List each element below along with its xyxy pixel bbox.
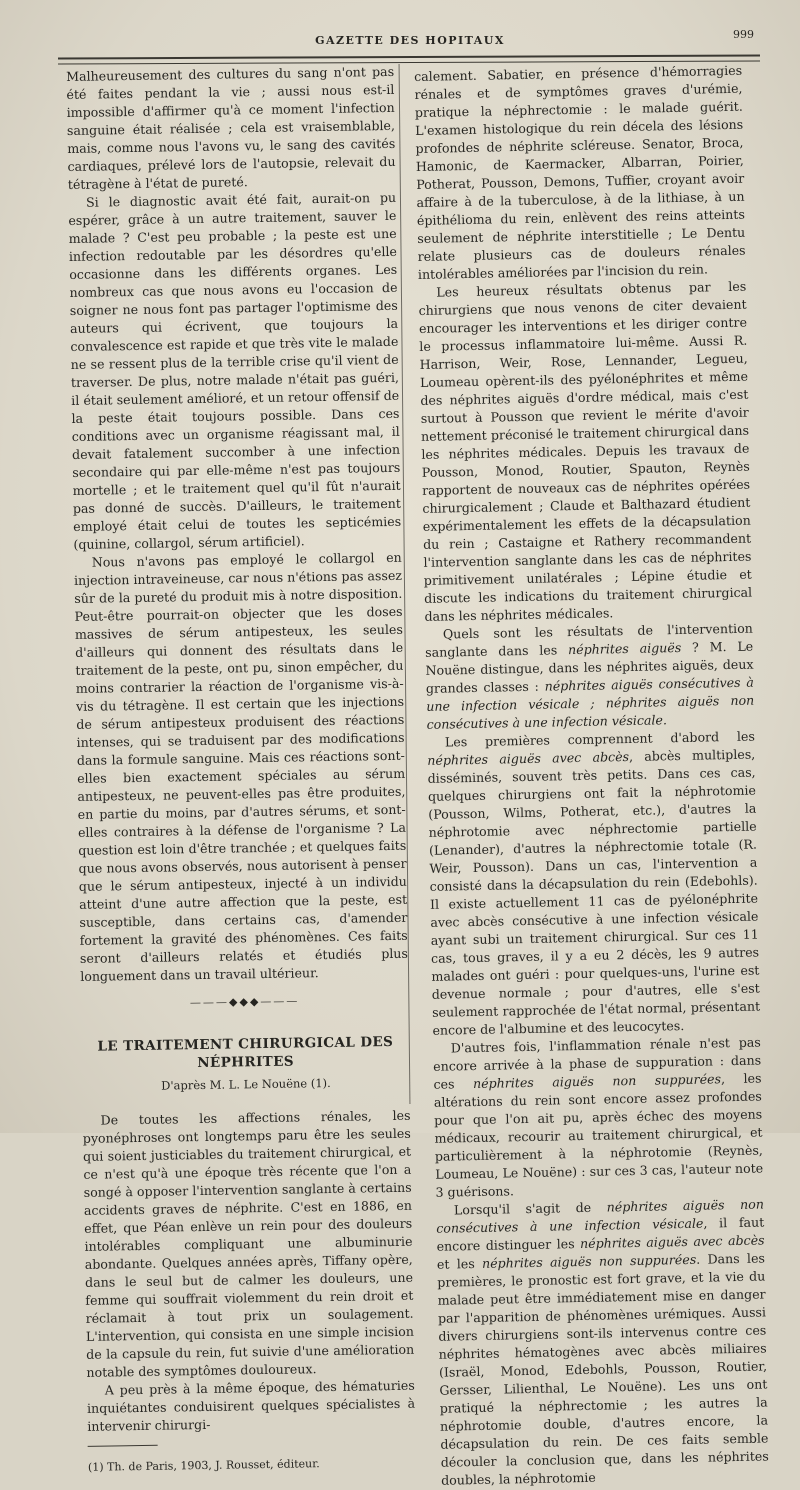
- paragraph: Si le diagnostic avait été fait, aurait-on pu espérer, grâce à un autre traitement, sauver le malade ? C'est peu probable ; la peste est une infection redoutable par les désordres qu'elle occasionne dans les différents organes. Les nombreux cas que nous avons eu l'occasion de soigner ne nous font pas partager l'optimisme des auteurs qui écrivent, que toujours la convalescence est rapide et que très vite le malade ne se ressent plus de la terrible crise qu'il vient de traverser. De plus, notre malade n'était pas guéri, il était seulement amélioré, et un retour offensif de la peste était toujours possible. Dans ces conditions avec un organisme réagissant mal, il devait fatalement succomber à une infection secondaire qui par elle-même n'est pas toujours mortelle ; et le traitement quel qu'il fût n'aurait pas donné de succès. D'ailleurs, le traitement employé était celui de toutes les septicémies (quinine, collargol, sérum artificiel).: [68, 189, 402, 552]
- text-run: Lorsqu'il s'agit de: [453, 1199, 607, 1218]
- right-column: [414, 62, 769, 1490]
- text-run: Quels sont les résultats de l'intervention sanglante dans les: [425, 620, 753, 660]
- paragraph: Malheureusement des cultures du sang n'ont pas été faites pendant la vie ; aussi nous est-il impossible d'affirmer qu'à ce moment l'infection sanguine était réalisée ; cela est vraisemblable, mais, comme nous l'avons vu, le sang des cavités cardiaques, prélevé lors de l'autopsie, relevait du tétragène à l'état de pureté.: [66, 63, 396, 192]
- text-run: , abcès multiples, disséminés, souvent très petits. Dans ces cas, quelques chirurgiens ont fait la néphrotomie (Pousson, Wilms, Potherat, etc.), d'autres la néphrotomie avec néphrectomie partielle (Lenander), d'autres la néphrectomie totale (R. Weir, Pousson). Dans un cas, l'intervention a consisté dans la décapsulation du rein (Edebohls). Il existe actuellement 11 cas de pyélonéphrite avec abcès consécutive à une infection vésicale ayant subi un traitement chirurgical. Sur ces 11 cas, tous graves, il y a eu 2 décès, les 9 autres malades ont guéri : pour quelques-uns, l'urine est devenue normale ; pour d'autres, elle s'est seulement rapprochée de l'état normal, présentant encore de l'albumine et des leucocytes.: [427, 746, 761, 1038]
- paragraph: [436, 1195, 769, 1489]
- paragraph: Nous n'avons pas employé le collargol en injection intraveineuse, car nous n'étions pas assez sûr de la pureté du produit mis à notre disposition. Peut-être pourrait-on objecter que les doses massives de sérum antipesteux, les seules d'ailleurs qui donnent des résultats dans le traitement de la peste, ont pu, sinon empêcher, du moins contrarier la réaction de l'organisme vis-à-vis du tétragène. Il est certain que les injections de sérum antipesteux produisent des réactions intenses, qui se traduisent par des modifications dans la formule sanguine. Mais ces réactions sont-elles bien exactement spéciales au sérum antipesteux, ne peuvent-elles pas être produites, en partie du moins, par d'autres sérums, et sont-elles contraires à la défense de l'organisme ? La question est loin d'être tranchée ; et quelques faits que nous avons observés, nous autorisent à penser que le sérum antipesteux, injecté à un individu atteint d'une autre affection que la peste, est susceptible, dans certains cas, d'amender fortement la gravité des phénomènes. Ces faits seront d'ailleurs relatés et étudiés plus longuement dans un travail ultérieur.: [73, 549, 409, 984]
- italic-term: néphrites aiguës non consécutives à une infection vésicale: [436, 1196, 765, 1236]
- italic-term: néphrites aiguës: [567, 639, 682, 658]
- italic-term: néphrites aiguës non suppurées: [472, 1071, 722, 1092]
- article-byline: D'après M. L. Le Nouëne (1).: [161, 1075, 331, 1093]
- paragraph: [433, 1034, 764, 1202]
- text-run: . Dans les premières, le pronostic est fort grave, et la vie du malade peut être immédiatement mise en danger par l'apparition de phénomènes urémiques. Aussi divers chirurgiens sont-ils intervenus contre ces néphrites hématogènes avec abcès miliaires (Israël, Monod, Edebohls, Pousson, Routier, Gersser, Lilienthal, Le Nouëne). Les uns ont pratiqué la néphrectomie ; les autres la néphrotomie double, d'autres encore, la décapsulation du rein. De ces faits semble découler la conclusion que, dans les néphrites doubles, la néphrotomie: [437, 1250, 769, 1488]
- paragraph: [427, 728, 761, 1040]
- footnote: (1) Th. de Paris, 1903, J. Rousset, éditeur.: [87, 1457, 320, 1474]
- section-ornament: ———◆◆◆———: [189, 994, 300, 1010]
- italic-term: néphrites aiguës non suppurées: [481, 1251, 697, 1271]
- text-run: , les altérations du rein sont encore assez profondes pour que l'on ait pu, après échec des moyens médicaux, recourir au traitement chirurgical, et particulièrement à la néphrotomie (Reynès, Loumeau, Le Nouëne) : sur ces 3 cas, l'auteur note 3 guérisons.: [433, 1070, 764, 1200]
- paragraph: De toutes les affections rénales, les pyonéphroses ont longtemps paru être les seules qui soient justiciables du traitement chirurgical, et ce n'est qu'à une époque très récente que l'on a songé à opposer l'intervention sanglante à certains accidents graves de néphrite. C'est en 1886, en effet, que Péan enlève un rein pour des douleurs intolérables compliquant une albuminurie abondante. Quelques années après, Tiffany opère, dans le seul but de calmer les douleurs, une femme qui souffrait violemment du rein droit et réclamait à tout prix un soulagement. L'intervention, qui consista en une simple incision de la capsule du rein, fut suivie d'une amélioration notable des symptômes douloureux.: [82, 1107, 415, 1380]
- text-run: et les: [436, 1255, 483, 1272]
- page-number: 999: [733, 28, 754, 41]
- page-header: [60, 28, 760, 50]
- text-run: ? M. Le Nouëne distingue, dans les néphrites aiguës, deux grandes classes :: [425, 638, 754, 696]
- footnote-rule: [88, 1445, 158, 1447]
- paragraph: calement. Sabatier, en présence d'hémorragies rénales et de symptômes graves d'urémie, pratique la néphrectomie : le malade guérit. L'examen histologique du rein décela des lésions profondes de néphrite scléreuse. Senator, Broca, Hamonic, de Kaermacker, Albarran, Poirier, Potherat, Pousson, Demons, Tuffier, croyant avoir affaire à de la tuberculose, à de la lithiase, à un épithélioma du rein, enlèvent des reins atteints seulement de néphrite interstitielle ; Le Dentu relate plusieurs cas de douleurs rénales intolérables améliorées par l'incision du rein.: [414, 62, 746, 282]
- text-run: Les premières comprennent d'abord les: [444, 728, 756, 750]
- text-run: D'autres fois, l'inflammation rénale n'est pas encore arrivée à la phase de suppuration : dans ces: [433, 1034, 762, 1092]
- left-column: [66, 63, 416, 1477]
- italic-term: néphrites aiguës consécutives à une infection vésicale ; néphrites aiguës non consécutives à une infection vésicale.: [426, 674, 755, 732]
- paragraph: A peu près à la même époque, des hématuries inquiétantes conduisirent quelques spécialistes à intervenir chirurgi-: [86, 1377, 416, 1434]
- paragraph: [425, 620, 755, 734]
- journal-title: GAZETTE DES HOPITAUX: [315, 34, 505, 47]
- paragraph: Les heureux résultats obtenus par les chirurgiens que nous venons de citer devaient encourager les interventions et les diriger contre le processus inflammatoire lui-même. Aussi R. Harrison, Weir, Rose, Lennander, Legueu, Loumeau opèrent-ils des pyélonéphrites et même des néphrites aiguës d'ordre médical, mais c'est surtout à Pousson que revient le mérite d'avoir nettement préconisé le traitement chirurgical dans les néphrites médicales. Depuis les travaux de Pousson, Monod, Routier, Spauton, Reynès rapportent de nouveaux cas de néphrites opérées chirurgicalement ; Claude et Balthazard étudient expérimentalement les effets de la décapsulation du rein ; Castaigne et Rathery recommandent l'intervention sanglante dans les cas de néphrites primitivement unilatérales ; Lépine étudie et discute les indications du traitement chirurgical dans les néphrites médicales.: [418, 278, 753, 624]
- italic-term: néphrites aiguës avec abcès: [427, 749, 630, 768]
- italic-term: néphrites aiguës avec abcès: [579, 1232, 765, 1252]
- article-title: LE TRAITEMENT CHIRURGICAL DES NÉPHRITES: [97, 1033, 394, 1072]
- text-run: , il faut encore distinguer les: [436, 1214, 765, 1254]
